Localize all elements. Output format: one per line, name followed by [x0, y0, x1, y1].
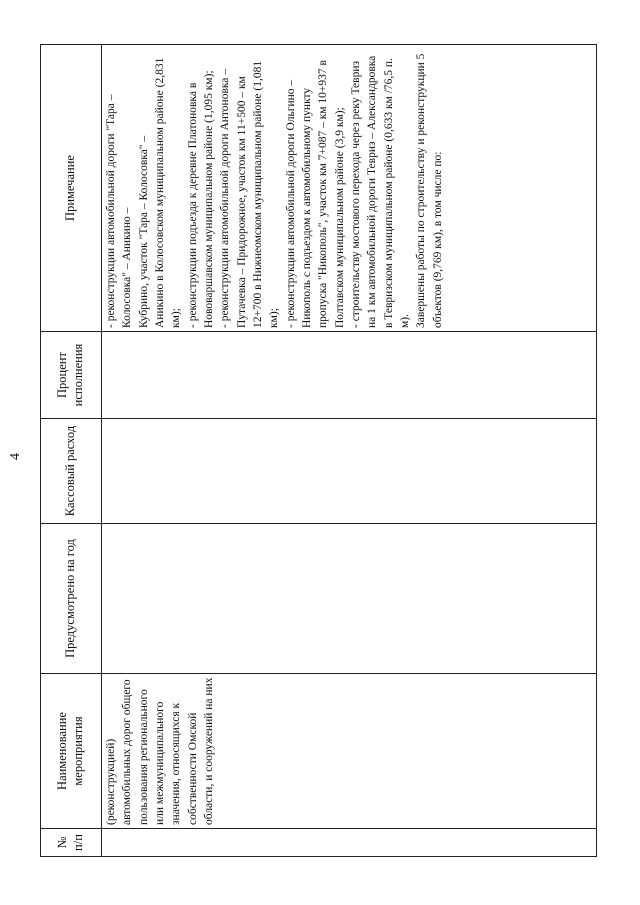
table-row [102, 45, 597, 857]
header-num: № п/п [41, 829, 102, 857]
page-number: 4 [8, 453, 23, 460]
cell-name: (реконструкцией) автомобильных дорог общего пользования регионального или межмуниципального значения, относящихся к собственности Омской области, и сооружений на них [102, 674, 597, 829]
note-line: Кубрино, участок "Тара – Колосовка" – [137, 135, 150, 328]
header-planned: Предусмотрено на год [41, 524, 102, 674]
table-header-row [41, 45, 102, 857]
header-percent: Процент исполнения [41, 332, 102, 419]
cell-num [102, 829, 597, 857]
header-cash: Кассовый расход [41, 419, 102, 524]
header-name: Наименование мероприятия [41, 674, 102, 829]
header-note: Примечание [41, 45, 102, 332]
note-line: - строительству мостового перехода через реку Тевриз на 1 км автомобильной дороги Тевриз – Александровка в Тевризском муниципальном районе (0,633 км /76,5 п. м). [349, 55, 411, 328]
cell-percent [102, 332, 597, 419]
cell-planned [102, 524, 597, 674]
note-line: - реконструкции автомобильной дороги "Тара – Колосовка" – Аникино – [105, 94, 134, 328]
measures-table [40, 44, 597, 857]
note-line: - реконструкции автомобильной дороги Ольгино – Никополь с подъездом к автомобильному пункту пропуска "Никополь", участок км 7+087 – км 10+937 в Полтавском муниципальном районе (3,9 км); [284, 60, 346, 328]
cell-cash [102, 419, 597, 524]
note-line: Завершены работы по строительству и реконструкции 5 объектов (9,769 км), в том числе по: [415, 53, 444, 328]
note-line: Аникино в Колосовском муниципальном районе (2,831 км); [153, 57, 183, 328]
note-line: - реконструкции автомобильной дороги Антоновка – Путачевка – Придорожное, участок км 11+500 – км 12+700 в Нижнеомском муниципальном районе (1,081 км); [219, 60, 281, 328]
cell-note [102, 45, 597, 332]
note-line: - реконструкции подъезда к деревне Платоновка в Нововаршавском муниципальном районе (1,095 км); [186, 70, 215, 328]
